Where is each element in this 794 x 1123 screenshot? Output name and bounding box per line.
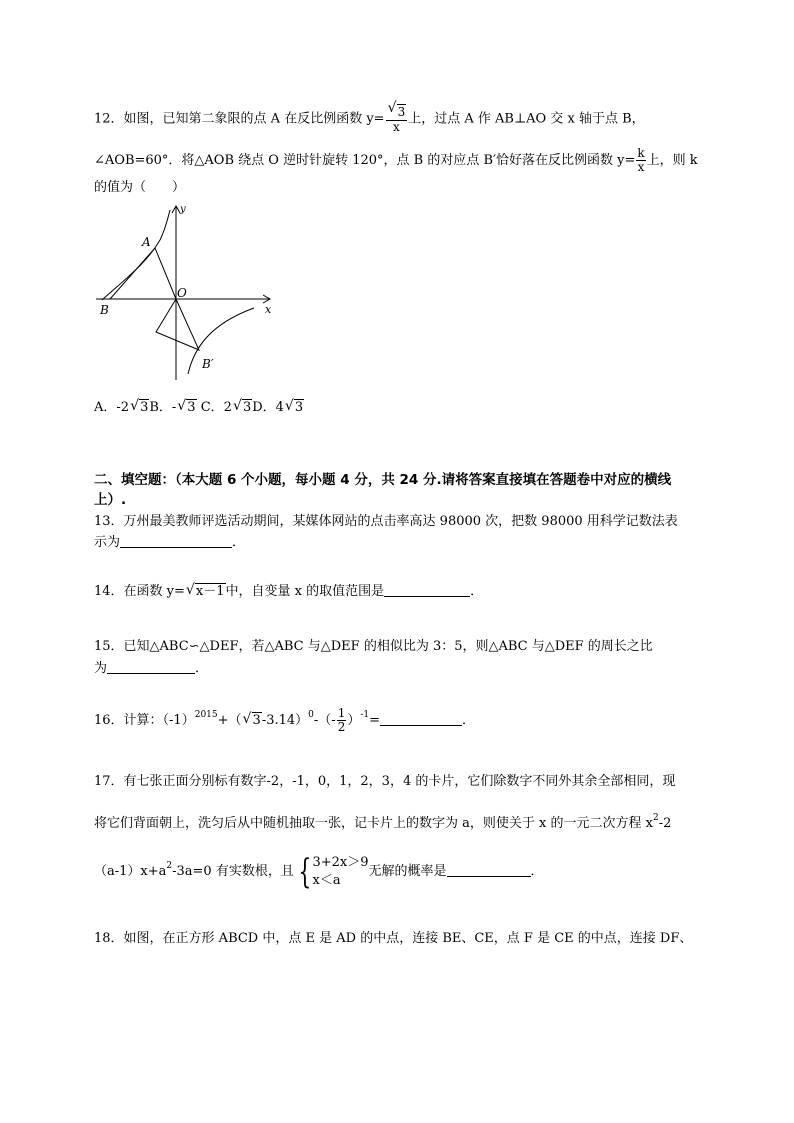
q14-answer-blank[interactable]	[384, 582, 470, 597]
q12-line2	[94, 147, 698, 174]
q13-line2: 示为 ．	[94, 535, 246, 550]
q15-line2: 为 ．	[94, 661, 209, 676]
q12-frac2-num: k	[637, 146, 645, 160]
q12-line3: 的值为（ ）	[94, 180, 186, 195]
system-brace: {	[298, 851, 312, 892]
q12-text-c: ∠AOB=60°．将△AOB 绕点 O 逆时针旋转 120°，点 B 的对应点 B′恰好落在反比例函数 y=	[94, 153, 636, 168]
q12-fraction-1	[386, 104, 408, 134]
q17-line1: 17．有七张正面分别标有数字-2，-1，0，1，2，3，4 的卡片，它们除数字不同外其余全部相同，现	[94, 774, 676, 789]
label-y: y	[180, 204, 186, 215]
q12-frac1-num: 3	[397, 105, 406, 119]
option-a[interactable]: A．-2√ 3	[94, 400, 149, 415]
q12-frac2-den: x	[637, 160, 645, 174]
hyperbola-branch-right	[188, 308, 254, 374]
q12-text-d: 上，则 k	[646, 153, 698, 168]
label-B: B	[100, 303, 109, 317]
q12-options	[94, 398, 304, 418]
label-A: A	[142, 235, 151, 249]
q17-answer-blank[interactable]	[447, 862, 531, 877]
option-d[interactable]: D．4√ 3	[252, 400, 304, 415]
q16-answer-blank[interactable]	[380, 711, 462, 726]
section2-heading-line1: 二、填空题：（本大题 6 个小题，每小题 4 分，共 24 分.请将答案直接填在答题卷中对应的横线	[94, 472, 672, 488]
q17-line2: 将它们背面朝上，洗匀后从中随机抽取一张，记卡片上的数字为 a，则使关于 x 的一元二次方程 $x^2-2$	[94, 813, 672, 831]
label-Bprime: B′	[202, 357, 214, 371]
q12-figure	[94, 198, 278, 384]
q12-text-a: 12．如图，已知第二象限的点 A 在反比例函数 y=	[94, 111, 385, 127]
q16-fraction: $\frac{1}{2}$	[337, 706, 346, 734]
q17-line3: $(a-1)x+a^2-3a=0$ 有实数根，且 { 3+2x＞9 x＜a 无解的概率是 ．	[94, 851, 544, 892]
q15-answer-blank[interactable]	[107, 659, 195, 674]
hyperbola-branch-left	[102, 210, 170, 300]
triangle-aob	[110, 248, 176, 299]
inequality-system: 3+2x＞9 x＜a	[312, 854, 369, 888]
q15-line1: 15．已知△ABC∽△DEF，若△ABC 与△DEF 的相似比为 3：5，则△ABC 与△DEF 的周长之比	[94, 639, 653, 654]
q13-line1: 13．万州最美教师评选活动期间，某媒体网站的点击率高达 98000 次，把数 98000 用科学记数法表	[94, 514, 678, 529]
q14-line: 14．在函数 y=√ x－1中，自变量 x 的取值范围是 ．	[94, 582, 483, 602]
q16-line: 16．计算：$(-1)^{2015}+(√$ 3-3.14）$^0$-（- $\frac{1}{2}$ ）$^{-1}$= ．	[94, 707, 475, 734]
q12-text-b: 上，过点 A 作 AB⊥AO 交 x 轴于点 B，	[408, 111, 645, 127]
q12-frac1-den: x	[393, 120, 400, 134]
label-O: O	[177, 286, 187, 300]
q14-radical: √ x－1	[186, 582, 226, 602]
option-c[interactable]: C．2√ 3	[197, 400, 253, 415]
q13-answer-blank[interactable]	[120, 533, 232, 548]
q12-fraction-2	[636, 147, 645, 174]
section2-heading-line2: 上）.	[94, 492, 127, 508]
option-b[interactable]: B．-√ 3	[149, 400, 196, 415]
label-x: x	[265, 303, 272, 316]
triangle-rotated	[156, 299, 199, 350]
q12-line1	[94, 104, 645, 134]
q18-line1: 18．如图，在正方形 ABCD 中，点 E 是 AD 的中点，连接 BE、CE，点 F 是 CE 的中点，连接 DF、	[94, 931, 693, 946]
